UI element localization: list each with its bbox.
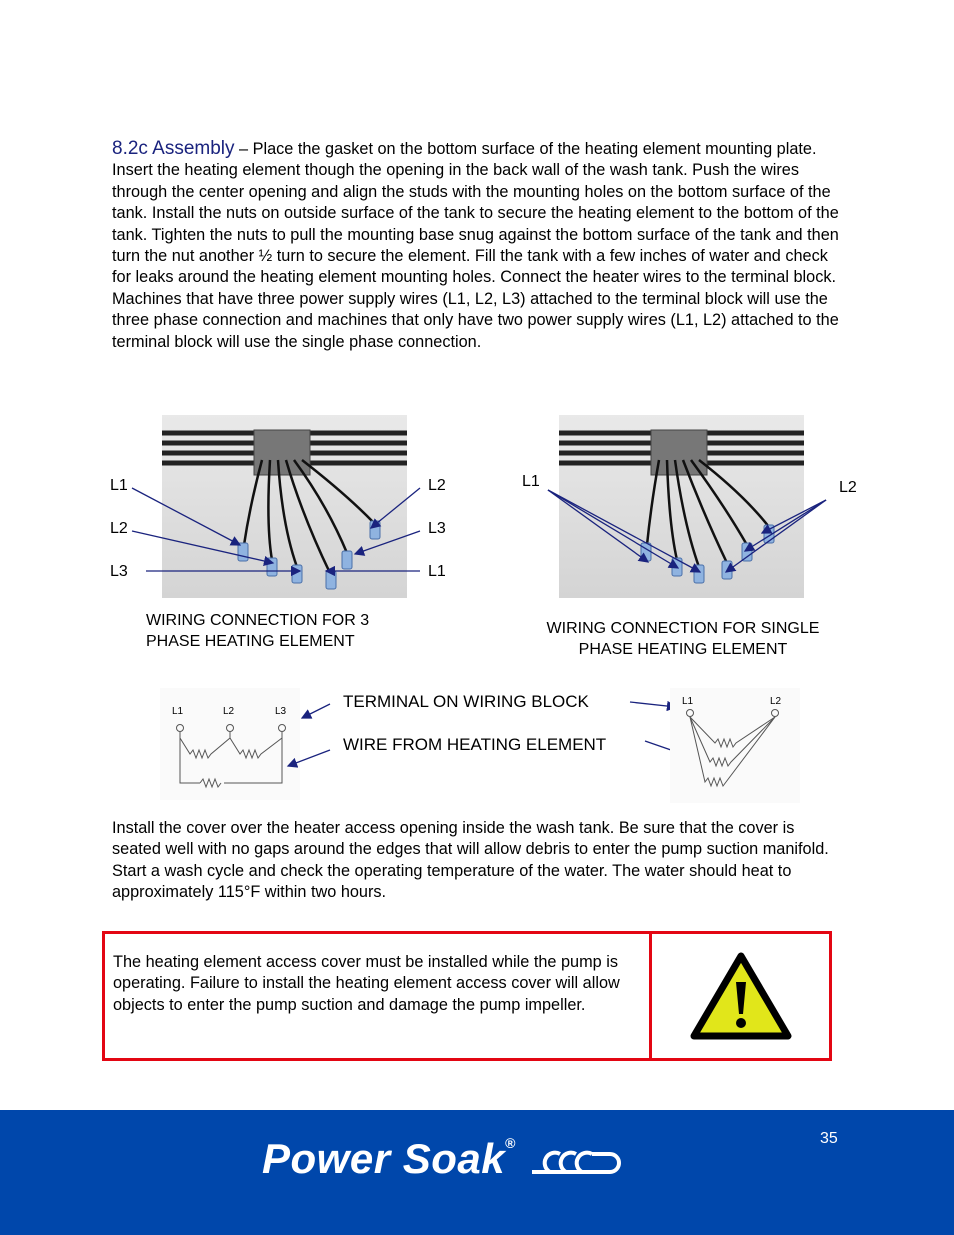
single-phase-schematic [670,688,800,803]
three-phase-left-label-2: L2 [110,520,128,537]
schematic-l2-label: L2 [223,706,235,717]
power-soak-logo [262,1135,630,1183]
warning-icon-cell [652,934,829,1058]
schematic-single-l1-label: L1 [682,696,694,707]
single-phase-left-label: L1 [522,473,540,490]
logo-text: Power Soak [262,1135,506,1182]
three-phase-left-label-1: L1 [110,477,128,494]
warning-triangle-icon [690,952,792,1040]
schematic-single-l2-label: L2 [770,696,782,707]
single-phase-caption-line-2: PHASE HEATING ELEMENT [578,641,788,658]
page-number: 35 [820,1130,838,1147]
install-paragraph: Install the cover over the heater access opening inside the wash tank. Be sure that the cover is seated well with no gaps around the edges that will allow debris to enter the pump suction manifold. Start a wash cycle and check the operating temperature of the water. The water should heat to approximately 115°F within two hours. [112,819,829,902]
three-phase-caption-line-2: PHASE HEATING ELEMENT [146,633,355,650]
warning-text: The heating element access cover must be installed while the pump is operating. Failure to install the heating element access cover will allow objects to enter the pump suction and damage the pump impeller. [105,934,652,1058]
schematic-l1-label: L1 [172,706,184,717]
three-phase-left-label-3: L3 [110,563,128,580]
single-phase-right-label: L2 [839,479,857,496]
intro-text: – Place the gasket on the bottom surface of the heating element mounting plate. Insert the heating element though the opening in the back wall of the wash tank. Push the wires through the center opening and align the studs with the mounting holes on the bottom surface of the tank. Install the nuts on outside surface of the tank to secure the heating element to the bottom of the tank. Tighten the nuts to pull the mounting base snug against the bottom surface of the tank and then turn the nut another ½ turn to secure the element. Fill the tank with a few inches of water and check for leaks around the heating element mounting holes. Connect the heater wires to the terminal block. Machines that have three power supply wires (L1, L2, L3) attached to the terminal block will use the three phase connection and machines that only have two power supply wires (L1, L2) attached to the terminal block will use the single phase connection. [112,140,839,351]
wire-label: WIRE FROM HEATING ELEMENT [343,735,607,754]
three-phase-caption-line-1: WIRING CONNECTION FOR 3 [146,612,370,629]
section-heading: 8.2c Assembly [112,138,235,159]
single-phase-caption-line-1: WIRING CONNECTION FOR SINGLE [546,620,820,637]
registered-mark: ® [505,1135,516,1151]
warning-box [102,931,832,1061]
three-phase-right-label-2: L3 [428,520,446,537]
single-phase-resistor-network [670,688,800,803]
three-phase-right-label-3: L1 [428,563,446,580]
terminal-label: TERMINAL ON WIRING BLOCK [343,692,589,711]
power-soak-logo-mark-icon [530,1142,630,1182]
schematic-l3-label: L3 [275,706,287,717]
three-phase-right-label-1: L2 [428,477,446,494]
